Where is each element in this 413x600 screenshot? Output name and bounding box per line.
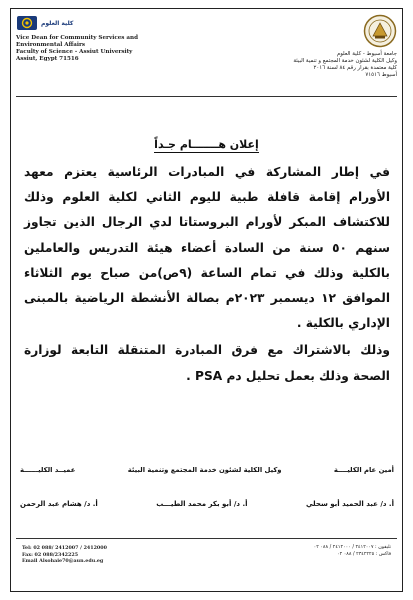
letterhead-en-line: Vice Dean for Community Services and: [16, 35, 139, 41]
signature-role-dean: عميــد الكليــــــة: [20, 466, 76, 474]
letterhead-en-line: Assiut, Egypt 71516: [16, 56, 79, 62]
signature-roles: [20, 466, 394, 474]
letterhead-ar-line: أسيوط ٧١٥١٦: [365, 72, 397, 78]
letterhead-ar-line: جامعة أسيوط - كلية العلوم: [336, 51, 397, 57]
signature-names: [20, 500, 394, 508]
faculty-logo: [16, 14, 176, 32]
letterhead-en-line: Faculty of Science - Assiut University: [16, 49, 133, 55]
letterhead-ar-line: كلية معتمدة بقرار رقم ٨٤ لسنة ٢٠١٦: [313, 65, 397, 71]
announcement-body: [24, 160, 390, 389]
header-divider: [16, 96, 397, 97]
signature-name-secretary: أ. د/ عبد الحميد أبو سحلي: [305, 500, 394, 508]
footer-contact-english: [22, 545, 182, 565]
faculty-logo-icon: [16, 14, 38, 32]
announcement-title: [0, 138, 413, 151]
letterhead-ar-line: وكيل الكلية لشئون خدمة المجتمع و تنمية البيئة: [293, 58, 397, 64]
footer-en-line: Email Alsohaie70@aun.edu.eg: [22, 558, 104, 565]
signature-name-vice-dean: أ. د/ أبو بكر محمد الطيـــب: [156, 500, 248, 508]
footer-ar-line: تليفون : ٢٤١٢٠٠٧ / ٢٤١٢٠٠٠ / ٠٨٨ ٠٢: [313, 545, 391, 550]
footer-contact-arabic: [241, 545, 391, 558]
letterhead-english: [16, 14, 176, 63]
signature-role-vice-dean: وكيل الكلية لشئون خدمة المجتمع وتنمية البيئة: [127, 466, 282, 474]
body-paragraph: وذلك بالاشتراك مع فرق المبادرة المتنقلة التابعة لوزارة الصحة وذلك بعمل تحليل دم PSA .: [24, 343, 390, 383]
letterhead-en-line: Environmental Affairs: [16, 42, 86, 48]
university-seal-icon: [363, 14, 397, 48]
body-paragraph: في إطار المشاركة في المبادرات الرئاسية يعتزم معهد الأورام إقامة قافلة طبية لليوم الثاني لكلية العلوم وذلك للاكتشاف المبكر لأورام البروستاتا لدي الرجال الذين تجاوز سنهم ٥٠ سنة من السادة أعضاء هيئة التدريس والعاملين بالكلية وذلك في تمام الساعة (٩ص)من صباح يوم الثلاثاء الموافق ١٢ ديسمبر ٢٠٢٣م بصالة الأنشطة الرياضية بالمبنى الإداري بالكلية .: [24, 165, 391, 331]
footer-en-line: Tel: 02 088/ 2412007 / 2412000: [22, 545, 107, 551]
letterhead-arabic: [247, 14, 397, 79]
footer-en-line: Fax: 02 088/2342225: [22, 551, 79, 558]
faculty-logo-text: كلية العلوم: [41, 19, 74, 27]
signature-role-secretary: أمين عام الكليــــة: [333, 466, 394, 474]
signature-name-dean: أ. د/ هشام عبد الرحمن: [20, 500, 98, 508]
footer-divider: [16, 538, 397, 539]
announcement-title-text: إعلان هـــــــام جـداً: [154, 138, 259, 151]
footer-ar-line: فاكس : ٢٣٤٢٢٢٥ / ٠٨٨ ٠٢: [337, 551, 391, 557]
